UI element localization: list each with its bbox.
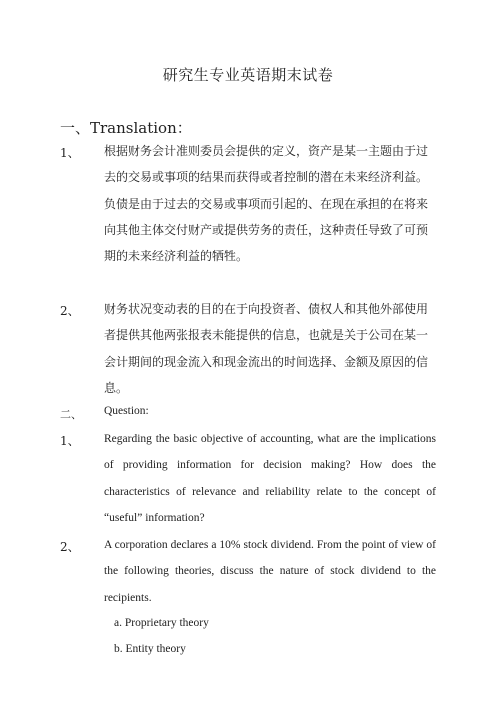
item-number: 2、 xyxy=(60,540,80,554)
question-paragraph-1: Regarding the basic objective of accounting, what are the implications of providing information for decision making? How does the characteristics of relevance and reliability relate to the concept of “useful” information? xyxy=(104,433,436,524)
subitem-entity-theory: b. Entity theory xyxy=(114,643,186,655)
subitem-proprietary-theory: a. Proprietary theory xyxy=(114,617,209,629)
translation-paragraph-1: 根据财务会计准则委员会提供的定义，资产是某一主题由于过去的交易或事项的结果而获得或者控制的潜在未来经济利益。负债是由于过去的交易或事项而引起的、在现在承担的在将来向其他主体交付财产或提供劳务的责任，这种责任导致了可预期的未来经济利益的牺牲。 xyxy=(104,144,429,264)
item-number: 1、 xyxy=(60,434,80,448)
section-heading-number: 二、 xyxy=(60,408,82,421)
translation-paragraph-2: 财务状况变动表的目的在于向投资者、债权人和其他外部使用者提供其他两张报表未能提供的信息，也就是关于公司在某一会计期间的现金流入和现金流出的时间选择、金额及原因的信息。 xyxy=(104,302,429,395)
question-paragraph-2: A corporation declares a 10% stock dividend. From the point of view of the following theories, discuss the nature of stock dividend to the recipients. xyxy=(104,539,436,604)
section-heading-translation: 一、Translation： xyxy=(60,119,192,137)
page-title: 研究生专业英语期末试卷 xyxy=(162,66,334,84)
item-number: 2、 xyxy=(60,304,80,318)
item-number: 1、 xyxy=(60,146,80,160)
section-heading-question: Question: xyxy=(104,405,149,417)
